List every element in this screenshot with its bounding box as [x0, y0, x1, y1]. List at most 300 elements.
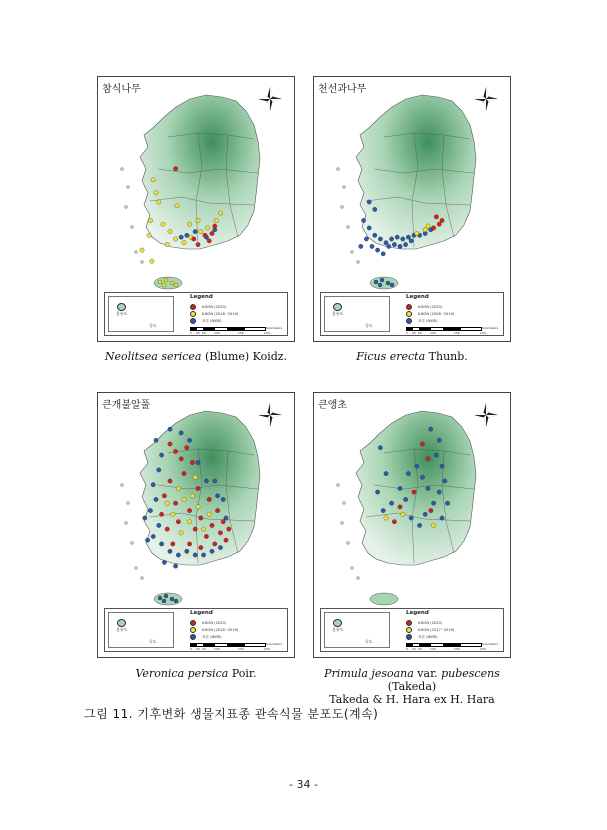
occurrence-dot-blue [415, 464, 419, 468]
occurrence-dot-blue [224, 516, 228, 520]
ulleungdo-island [333, 619, 342, 627]
legend-label: K-BON (2020) [418, 305, 443, 309]
legend-dot [406, 318, 412, 324]
occurrence-dot-blue [437, 490, 441, 494]
inset-label: 독도 [365, 639, 373, 644]
occurrence-dot-yellow [157, 200, 161, 204]
occurrence-dot-red [227, 527, 231, 531]
occurrence-dot-red [196, 486, 200, 490]
legend-box [320, 292, 504, 336]
occurrence-dot-red [412, 490, 416, 494]
occurrence-dot-blue [170, 597, 174, 601]
occurrence-dot-yellow [170, 281, 174, 285]
island [341, 522, 344, 525]
occurrence-dot-blue [417, 523, 421, 527]
occurrence-dot-blue [443, 479, 447, 483]
occurrence-dot-red [213, 542, 217, 546]
map-title: 천선과나무 [318, 84, 367, 95]
occurrence-dot-blue [215, 494, 219, 498]
occurrence-dot-blue [392, 242, 396, 246]
occurrence-dot-yellow [187, 520, 191, 524]
occurrence-dot-blue [378, 237, 382, 241]
occurrence-dot-blue [162, 599, 166, 603]
landmass [356, 411, 476, 565]
compass-icon [258, 403, 282, 427]
island [131, 542, 134, 545]
legend-dot [406, 627, 412, 633]
caption-panel-4 [303, 667, 521, 706]
scale-tick: 200 [480, 646, 486, 651]
occurrence-dot-blue [434, 453, 438, 457]
occurrence-dot-red [440, 218, 444, 222]
legend-item [406, 311, 454, 317]
scale-tick: 25 [412, 646, 416, 651]
occurrence-dot-blue [168, 427, 172, 431]
legend-item [190, 311, 238, 317]
occurrence-dot-blue [204, 479, 208, 483]
occurrence-dot-yellow [176, 486, 180, 490]
island [121, 484, 124, 487]
inset-label: 독도 [149, 323, 157, 328]
occurrence-dot-yellow [207, 512, 211, 516]
island [131, 226, 134, 229]
scale-tick: 25 [412, 330, 416, 335]
inset-map [324, 612, 390, 648]
occurrence-dot-blue [162, 560, 166, 564]
legend-item [406, 318, 438, 324]
author-name-2: (Takeda) [387, 680, 437, 693]
legend-dot [190, 304, 196, 310]
occurrence-dot-blue [173, 564, 177, 568]
occurrence-dot-red [187, 508, 191, 512]
occurrence-dot-red [193, 527, 197, 531]
compass-icon [474, 403, 498, 427]
occurrence-dot-yellow [423, 228, 427, 232]
occurrence-dot-blue [359, 244, 363, 248]
island [351, 567, 354, 570]
scale-tick: 50 [202, 646, 206, 651]
occurrence-dot-blue [213, 479, 217, 483]
occurrence-dot-red [203, 233, 207, 237]
occurrence-dot-yellow [162, 283, 166, 287]
island [121, 168, 124, 171]
occurrence-dot-blue [437, 438, 441, 442]
occurrence-dot-red [173, 167, 177, 171]
occurrence-dot-blue [193, 229, 197, 233]
inset-label: 울릉도 [332, 627, 344, 632]
occurrence-dot-red [392, 520, 396, 524]
occurrence-dot-blue [440, 516, 444, 520]
occurrence-dot-blue [403, 242, 407, 246]
occurrence-dot-blue [196, 460, 200, 464]
legend-dot [406, 311, 412, 317]
occurrence-dot-blue [386, 281, 390, 285]
occurrence-dot-yellow [190, 494, 194, 498]
legend-item [406, 627, 454, 633]
occurrence-dot-blue [185, 233, 189, 237]
occurrence-dot-red [431, 226, 435, 230]
occurrence-dot-blue [143, 516, 147, 520]
occurrence-dot-blue [151, 534, 155, 538]
map-panel-3 [97, 392, 295, 658]
occurrence-dot-blue [367, 226, 371, 230]
island [351, 251, 354, 254]
legend-label: K-BON (2008~2019) [418, 312, 455, 316]
occurrence-dot-red [398, 505, 402, 509]
occurrence-dot-yellow [171, 512, 175, 516]
legend-item [406, 620, 442, 626]
scale-unit: Kilometers [266, 642, 283, 646]
scale-unit: Kilometers [482, 642, 499, 646]
legend-item [406, 304, 442, 310]
legend-label: K-BON (2018~2019) [202, 628, 239, 632]
occurrence-dot-blue [381, 508, 385, 512]
occurrence-dot-blue [398, 244, 402, 248]
occurrence-dot-red [207, 239, 211, 243]
scale-tick: 200 [264, 646, 270, 651]
occurrence-dot-blue [389, 237, 393, 241]
map-title: 참식나무 [102, 84, 141, 95]
map-panel-1 [97, 76, 295, 342]
occurrence-dot-red [159, 512, 163, 516]
legend-item [190, 634, 222, 640]
species-name: Primula jesoana [324, 667, 414, 680]
occurrence-dot-yellow [182, 241, 186, 245]
occurrence-dot-blue [154, 438, 158, 442]
ulleungdo-island [117, 303, 126, 311]
legend-item [406, 634, 438, 640]
occurrence-dot-blue [389, 501, 393, 505]
occurrence-dot-blue [429, 427, 433, 431]
occurrence-dot-yellow [182, 497, 186, 501]
island [141, 261, 144, 264]
occurrence-dot-blue [409, 239, 413, 243]
occurrence-dot-blue [157, 468, 161, 472]
island [347, 542, 350, 545]
inset-map [324, 296, 390, 332]
occurrence-dot-red [185, 446, 189, 450]
occurrence-dot-blue [398, 486, 402, 490]
occurrence-dot-yellow [147, 233, 151, 237]
occurrence-dot-yellow [431, 523, 435, 527]
occurrence-dot-yellow [193, 475, 197, 479]
occurrence-dot-yellow [175, 204, 179, 208]
species-name-2: pubescens [441, 667, 500, 680]
inset-map [108, 296, 174, 332]
occurrence-dot-yellow [148, 218, 152, 222]
legend-dot [406, 304, 412, 310]
occurrence-dot-yellow [214, 218, 218, 222]
species-name: Ficus erecta [356, 350, 426, 363]
legend-title: Legend [406, 610, 429, 616]
island [337, 168, 340, 171]
island [343, 186, 346, 189]
occurrence-dot-blue [401, 237, 405, 241]
author-name: Thunb. [425, 350, 468, 363]
occurrence-dot-blue [185, 549, 189, 553]
occurrence-dot-red [168, 442, 172, 446]
island [357, 261, 360, 264]
occurrence-dot-blue [374, 280, 378, 284]
ulleungdo-island [333, 303, 342, 311]
species-name: Veronica persica [135, 667, 229, 680]
scale-tick: 0 [190, 330, 192, 335]
occurrence-dot-blue [201, 553, 205, 557]
scale-tick: 100 [430, 646, 436, 651]
occurrence-dot-blue [151, 483, 155, 487]
occurrence-dot-blue [375, 248, 379, 252]
scale-tick: 100 [214, 330, 220, 335]
scale-tick: 100 [214, 646, 220, 651]
occurrence-dot-yellow [165, 242, 169, 246]
occurrence-dot-red [213, 224, 217, 228]
occurrence-dot-blue [406, 235, 410, 239]
scale-tick: 0 [190, 646, 192, 651]
occurrence-dot-red [207, 497, 211, 501]
occurrence-dot-red [165, 527, 169, 531]
occurrence-dot-blue [210, 549, 214, 553]
island [341, 206, 344, 209]
occurrence-dot-yellow [168, 229, 172, 233]
occurrence-dot-red [221, 520, 225, 524]
occurrence-dot-yellow [218, 211, 222, 215]
island [125, 522, 128, 525]
occurrence-dot-blue [380, 278, 384, 282]
legend-item [190, 304, 226, 310]
occurrence-dot-blue [445, 501, 449, 505]
scale-tick: 50 [202, 330, 206, 335]
occurrence-dot-blue [159, 453, 163, 457]
caption-panel-1 [97, 350, 295, 363]
landmass [140, 95, 260, 249]
inset-label: 독도 [365, 323, 373, 328]
landmass [356, 95, 476, 249]
occurrence-dot-blue [148, 508, 152, 512]
scale-tick: 100 [430, 330, 436, 335]
occurrence-dot-red [173, 501, 177, 505]
island [347, 226, 350, 229]
occurrence-dot-blue [378, 446, 382, 450]
occurrence-dot-red [215, 508, 219, 512]
occurrence-dot-blue [145, 538, 149, 542]
scale-tick: 0 [406, 330, 408, 335]
occurrence-dot-blue [384, 471, 388, 475]
occurrence-dot-red [199, 545, 203, 549]
occurrence-dot-red [190, 460, 194, 464]
occurrence-dot-yellow [426, 224, 430, 228]
scale-tick: 200 [264, 330, 270, 335]
occurrence-dot-yellow [161, 222, 165, 226]
occurrence-dot-red [162, 494, 166, 498]
figure-caption: 그림 11. 기후변화 생물지표종 관속식물 분포도(계속) [84, 707, 379, 721]
occurrence-dot-yellow [196, 218, 200, 222]
occurrence-dot-yellow [187, 222, 191, 226]
map-title: 큰앵초 [318, 400, 347, 411]
occurrence-dot-blue [364, 237, 368, 241]
legend-label: K-BON (2018~2019) [202, 312, 239, 316]
legend-label: K-BON (2020) [202, 621, 227, 625]
occurrence-dot-blue [218, 545, 222, 549]
occurrence-dot-blue [384, 241, 388, 245]
legend-label: K-BON (2020) [202, 305, 227, 309]
author-name: (Blume) Koidz. [201, 350, 288, 363]
legend-title: Legend [190, 294, 213, 300]
occurrence-dot-yellow [174, 283, 178, 287]
scale-unit: Kilometers [266, 326, 283, 330]
occurrence-dot-yellow [164, 278, 168, 282]
legend-dot [190, 634, 196, 640]
occurrence-dot-blue [159, 542, 163, 546]
occurrence-dot-blue [420, 475, 424, 479]
island [127, 502, 130, 505]
island [337, 484, 340, 487]
occurrence-dot-red [437, 222, 441, 226]
legend-item [190, 627, 238, 633]
occurrence-dot-red [187, 542, 191, 546]
inset-label: 울릉도 [332, 311, 344, 316]
occurrence-dot-blue [179, 235, 183, 239]
occurrence-dot-red [434, 215, 438, 219]
occurrence-dot-red [429, 508, 433, 512]
legend-label: 표본 (NIBR) [418, 635, 438, 639]
legend-dot [190, 620, 196, 626]
occurrence-dot-yellow [151, 178, 155, 182]
scale-unit: Kilometers [482, 326, 499, 330]
occurrence-dot-yellow [158, 280, 162, 284]
occurrence-dot-yellow [165, 501, 169, 505]
occurrence-dot-red [199, 516, 203, 520]
page-number: - 34 - [289, 778, 318, 791]
occurrence-dot-blue [367, 200, 371, 204]
legend-label: 표본 (NIBR) [202, 319, 222, 323]
map-panel-4 [313, 392, 511, 658]
occurrence-dot-red [179, 457, 183, 461]
occurrence-dot-yellow [196, 505, 200, 509]
occurrence-dot-red [420, 442, 424, 446]
occurrence-dot-blue [440, 464, 444, 468]
scale-tick: 25 [196, 646, 200, 651]
legend-label: K-BON (2020) [418, 621, 443, 625]
occurrence-dot-yellow [154, 191, 158, 195]
legend-title: Legend [406, 294, 429, 300]
occurrence-dot-yellow [140, 248, 144, 252]
occurrence-dot-red [168, 479, 172, 483]
occurrence-dot-blue [375, 490, 379, 494]
scale-tick: 50 [418, 330, 422, 335]
island [135, 567, 138, 570]
occurrence-dot-yellow [173, 237, 177, 241]
occurrence-dot-blue [387, 244, 391, 248]
occurrence-dot-yellow [384, 516, 388, 520]
occurrence-dot-red [171, 542, 175, 546]
occurrence-dot-yellow [415, 231, 419, 235]
occurrence-dot-blue [158, 596, 162, 600]
occurrence-dot-yellow [179, 531, 183, 535]
occurrence-dot-blue [373, 233, 377, 237]
legend-box [104, 292, 288, 336]
occurrence-dot-red [204, 534, 208, 538]
map-panel-2 [313, 76, 511, 342]
caption-panel-3 [97, 667, 295, 680]
occurrence-dot-blue [176, 553, 180, 557]
scale-tick: 200 [480, 330, 486, 335]
legend-dot [406, 620, 412, 626]
occurrence-dot-yellow [206, 226, 210, 230]
occurrence-dot-red [176, 520, 180, 524]
occurrence-dot-blue [370, 244, 374, 248]
occurrence-dot-red [210, 523, 214, 527]
legend-dot [190, 318, 196, 324]
occurrence-dot-blue [406, 471, 410, 475]
ulleungdo-island [117, 619, 126, 627]
occurrence-dot-red [182, 471, 186, 475]
scale-tick: 0 [406, 646, 408, 651]
occurrence-dot-yellow [150, 259, 154, 263]
occurrence-dot-blue [409, 516, 413, 520]
occurrence-dot-blue [193, 553, 197, 557]
occurrence-dot-red [196, 242, 200, 246]
occurrence-dot-blue [179, 431, 183, 435]
species-name: Neolitsea sericea [104, 350, 202, 363]
scale-tick: 150 [454, 646, 460, 651]
island [343, 502, 346, 505]
occurrence-dot-red [210, 231, 214, 235]
occurrence-dot-blue [174, 599, 178, 603]
legend-dot [190, 311, 196, 317]
legend-label: 표본 (NIBR) [202, 635, 222, 639]
occurrence-dot-blue [221, 497, 225, 501]
legend-box [320, 608, 504, 652]
scale-tick: 150 [238, 330, 244, 335]
legend-label: 표본 (NIBR) [418, 319, 438, 323]
occurrence-dot-red [173, 449, 177, 453]
compass-icon [474, 87, 498, 111]
occurrence-dot-blue [381, 252, 385, 256]
occurrence-dot-red [224, 538, 228, 542]
inset-label: 울릉도 [116, 311, 128, 316]
author-line-2: Takeda & H. Hara ex H. Hara [329, 693, 495, 706]
inset-label: 독도 [149, 639, 157, 644]
occurrence-dot-yellow [401, 512, 405, 516]
occurrence-dot-blue [390, 283, 394, 287]
legend-title: Legend [190, 610, 213, 616]
island [127, 186, 130, 189]
legend-item [190, 318, 222, 324]
occurrence-dot-blue [154, 497, 158, 501]
island [125, 206, 128, 209]
author-name: var. [413, 667, 442, 680]
occurrence-dot-blue [157, 523, 161, 527]
caption-panel-2 [313, 350, 511, 363]
scale-tick: 150 [238, 646, 244, 651]
scale-tick: 50 [418, 646, 422, 651]
occurrence-dot-yellow [199, 229, 203, 233]
occurrence-dot-blue [426, 486, 430, 490]
island [357, 577, 360, 580]
legend-item [190, 620, 226, 626]
inset-label: 울릉도 [116, 627, 128, 632]
occurrence-dot-blue [395, 235, 399, 239]
legend-dot [190, 627, 196, 633]
occurrence-dot-blue [431, 501, 435, 505]
scale-tick: 150 [454, 330, 460, 335]
occurrence-dot-blue [187, 438, 191, 442]
island [141, 577, 144, 580]
author-name: Poir. [228, 667, 257, 680]
map-title: 큰개불알풀 [102, 400, 151, 411]
occurrence-dot-blue [361, 218, 365, 222]
island [135, 251, 138, 254]
